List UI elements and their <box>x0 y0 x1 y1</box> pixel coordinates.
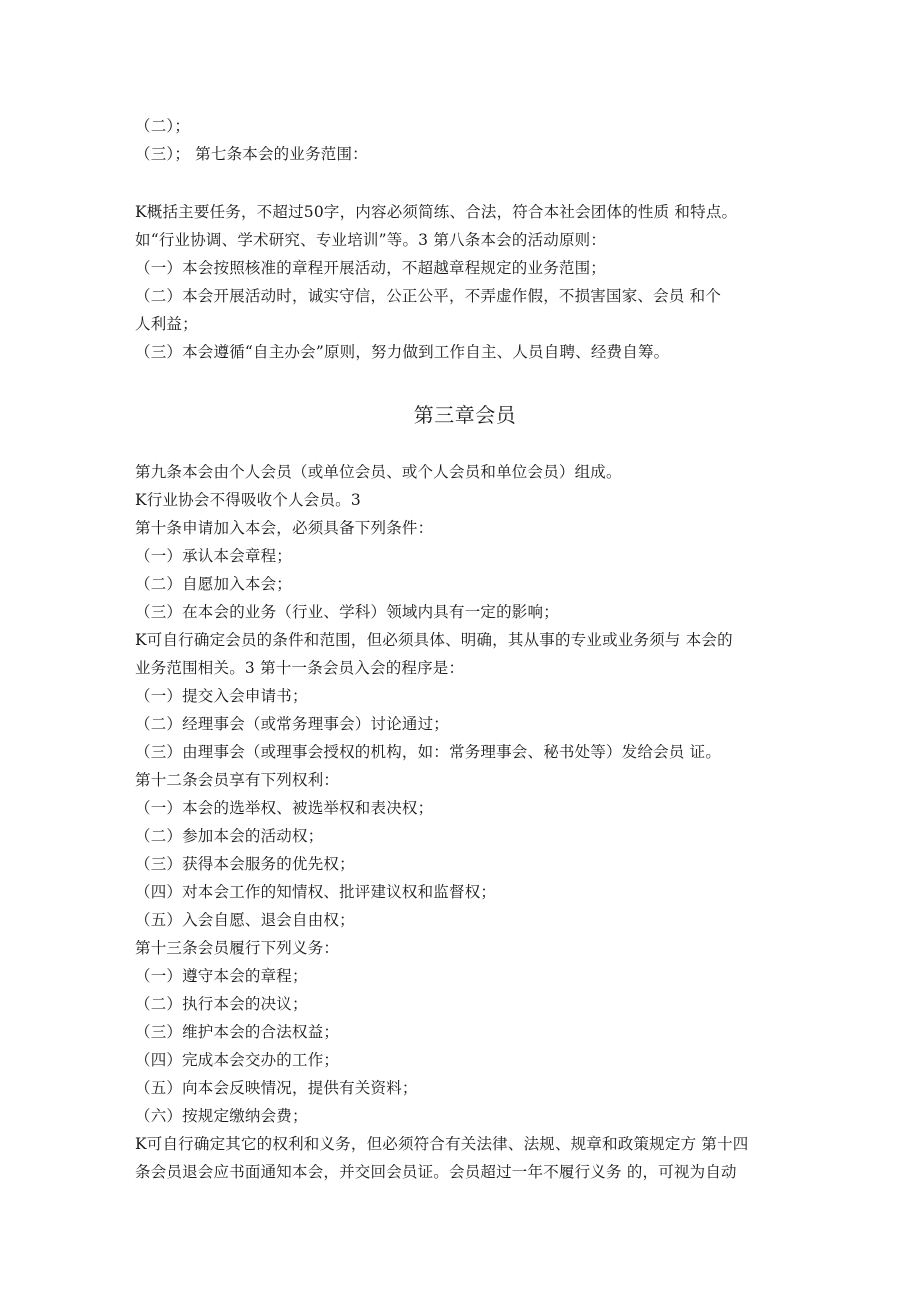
text-line: （四）完成本会交办的工作； <box>135 1051 340 1069</box>
text-line: K可自行确定其它的权利和义务，但必须符合有关法律、法规、规章和政策规定方 第十四 <box>135 1135 749 1153</box>
text-line: （三）本会遵循“自主办会”原则，努力做到工作自主、人员自聘、经费自筹。 <box>135 343 670 361</box>
text-line: 第九条本会由个人会员（或单位会员、或个人会员和单位会员）组成。 <box>135 463 622 481</box>
text-line: （三）； 第七条本会的业务范围： <box>135 145 368 163</box>
text-line: （二）自愿加入本会； <box>135 575 293 593</box>
text-line: K行业协会不得吸收个人会员。3 <box>135 491 361 509</box>
text-line: 条会员退会应书面通知本会，并交回会员证。会员超过一年不履行义务 的，可视为自动 <box>135 1163 737 1181</box>
text-line: K概括主要任务，不超过50字，内容必须简练、合法，符合本社会团体的性质 和特点。 <box>135 203 738 221</box>
text-line: （一）提交入会申请书； <box>135 687 308 705</box>
text-line: （三）在本会的业务（行业、学科）领域内具有一定的影响； <box>135 603 559 621</box>
text-line: （二）参加本会的活动权； <box>135 827 324 845</box>
text-line: （四）对本会工作的知情权、批评建议权和监督权； <box>135 883 497 901</box>
text-line: （六）按规定缴纳会费； <box>135 1107 308 1125</box>
text-line: （二）本会开展活动时，诚实守信，公正公平，不弄虚作假，不损害国家、会员 和个 <box>135 287 722 305</box>
text-line: 人利益； <box>135 315 198 333</box>
chapter-heading: 第三章会员 <box>413 403 517 427</box>
text-line: （一）本会按照核准的章程开展活动，不超越章程规定的业务范围； <box>135 259 607 277</box>
text-line: （二）； <box>135 117 191 135</box>
text-line: （二）执行本会的决议； <box>135 995 308 1013</box>
text-line: 第十三条会员履行下列义务： <box>135 939 340 957</box>
text-line: 业务范围相关。3 第十一条会员入会的程序是： <box>135 659 465 677</box>
text-line: （三）维护本会的合法权益； <box>135 1023 340 1041</box>
text-line: （三）获得本会服务的优先权； <box>135 855 355 873</box>
text-line: 第十二条会员享有下列权利： <box>135 771 340 789</box>
text-line: 第十条申请加入本会，必须具备下列条件： <box>135 519 434 537</box>
text-line: （一）承认本会章程； <box>135 547 293 565</box>
text-line: （一）遵守本会的章程； <box>135 967 308 985</box>
text-line: K可自行确定会员的条件和范围，但必须具体、明确，其从事的专业或业务须与 本会的 <box>135 631 733 649</box>
text-line: （三）由理事会（或理事会授权的机构，如：常务理事会、秘书处等）发给会员 证。 <box>135 743 722 761</box>
text-line: （一）本会的选举权、被选举权和表决权； <box>135 799 434 817</box>
text-line: 如“行业协调、学术研究、专业培训”等。3 第八条本会的活动原则： <box>135 231 607 249</box>
text-line: （五）向本会反映情况，提供有关资料； <box>135 1079 418 1097</box>
text-line: （五）入会自愿、退会自由权； <box>135 911 355 929</box>
text-line: （二）经理事会（或常务理事会）讨论通过； <box>135 715 450 733</box>
